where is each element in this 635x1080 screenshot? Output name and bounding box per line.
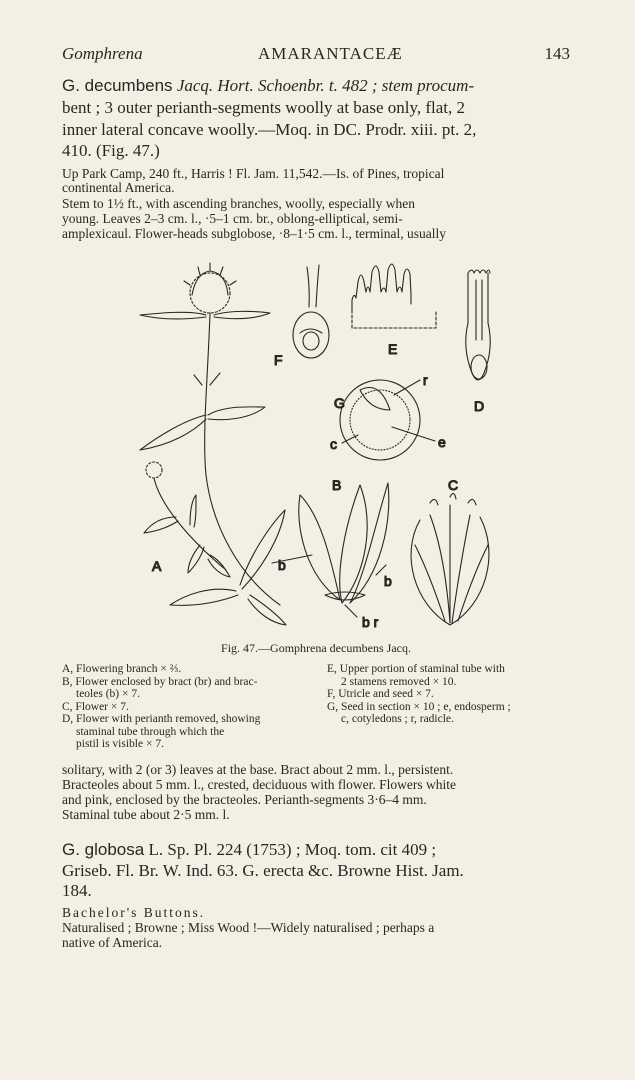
notes2-line1: Naturalised ; Browne ; Miss Wood !—Widely naturalised ; perhaps a [62, 920, 435, 935]
legend-left [62, 663, 312, 751]
legend-item: A, Flowering branch × ⅔. [62, 663, 182, 675]
label-b1: b [278, 557, 286, 573]
figure-c-flower [411, 493, 489, 625]
common-name: Bachelor's Buttons. [62, 905, 206, 920]
legend-item: F, Utricle and seed × 7. [327, 688, 434, 700]
figure-f-utricle [293, 265, 329, 358]
species2-line1 [62, 840, 570, 860]
legend-item: E, Upper portion of staminal tube with [327, 663, 505, 675]
description2-line2: Bracteoles about 5 mm. l., crested, deciduous with flower. Flowers white [62, 777, 457, 792]
species1-line2: bent ; 3 outer perianth-segments woolly at base only, flat, 2 [62, 98, 466, 117]
species1-line4: 410. (Fig. 47.) [62, 141, 160, 160]
figure-g-seed-section [340, 380, 435, 460]
label-F: F [274, 352, 283, 368]
label-B: B [332, 477, 342, 493]
label-c: c [330, 436, 337, 452]
label-e: e [438, 434, 446, 450]
header-family: AMARANTACEÆ [258, 44, 403, 63]
label-br: b r [362, 614, 379, 630]
legend-item: B, Flower enclosed by bract (br) and brac- [62, 675, 258, 688]
legend-item: D, Flower with perianth removed, showing [62, 713, 261, 725]
species1-line1 [62, 76, 570, 96]
legend-right [327, 663, 570, 726]
notes2-line2: native of America. [62, 935, 163, 950]
legend-item: C, Flower × 7. [62, 700, 129, 713]
description1-line1: Stem to 1½ ft., with ascending branches, woolly, especially when [62, 196, 416, 211]
species2-line2: Griseb. Fl. Br. W. Ind. 63. G. erecta &c. Browne Hist. Jam. [62, 861, 464, 880]
legend-item: G, Seed in section × 10 ; e, endosperm ; [327, 700, 511, 713]
legend-item: c, cotyledons ; r, radicle. [341, 713, 454, 725]
running-header [62, 44, 570, 66]
label-b2: b [384, 573, 392, 589]
label-A: A [152, 558, 162, 574]
description1-line2: young. Leaves 2–3 cm. l., ·5–1 cm. br., oblong-elliptical, semi- [62, 211, 403, 226]
label-r: r [423, 372, 428, 388]
header-genus: Gomphrena [62, 44, 143, 63]
page-number: 143 [544, 44, 570, 63]
species1-line3: inner lateral concave woolly.—Moq. in DC. Prodr. xiii. pt. 2, [62, 120, 477, 139]
figure-d-flower [466, 270, 491, 380]
species2-name: G. globosa [62, 840, 145, 859]
locality-line1: Up Park Camp, 240 ft., Harris ! Fl. Jam. 11,542.—Is. of Pines, tropical [62, 166, 445, 181]
legend-item: 2 stamens removed × 10. [341, 675, 457, 688]
legend-item: teoles (b) × 7. [76, 688, 140, 700]
label-E: E [388, 341, 398, 357]
species1-citation: Jacq. Hort. Schoenbr. t. 482 ; stem procum- [176, 76, 475, 95]
species2-citation: L. Sp. Pl. 224 (1753) ; Moq. tom. cit 409 ; [148, 840, 437, 859]
description2-line4: Staminal tube about 2·5 mm. l. [62, 807, 230, 822]
label-C: C [448, 477, 459, 493]
figure-a-flowering-branch [140, 263, 286, 625]
botanical-figure [130, 255, 530, 640]
description2-line1: solitary, with 2 (or 3) leaves at the base. Bract about 2 mm. l., persistent. [62, 762, 454, 777]
locality-line2: continental America. [62, 180, 175, 195]
label-D: D [474, 398, 485, 414]
figure-b-flower-bracts [272, 483, 389, 617]
figure-e-staminal-tube [352, 264, 436, 328]
description1-line3: amplexicaul. Flower-heads subglobose, ·8–1·5 cm. l., terminal, usually [62, 226, 447, 241]
legend-item: pistil is visible × 7. [76, 738, 164, 750]
legend-item: staminal tube through which the [76, 725, 225, 738]
label-G: G [334, 395, 345, 411]
species2-line3: 184. [62, 881, 92, 900]
figure-caption: Fig. 47.—Gomphrena decumbens Jacq. [221, 641, 411, 655]
description2-line3: and pink, enclosed by the bracteoles. Perianth-segments 3·6–4 mm. [62, 792, 427, 807]
species1-name: G. decumbens [62, 76, 173, 95]
